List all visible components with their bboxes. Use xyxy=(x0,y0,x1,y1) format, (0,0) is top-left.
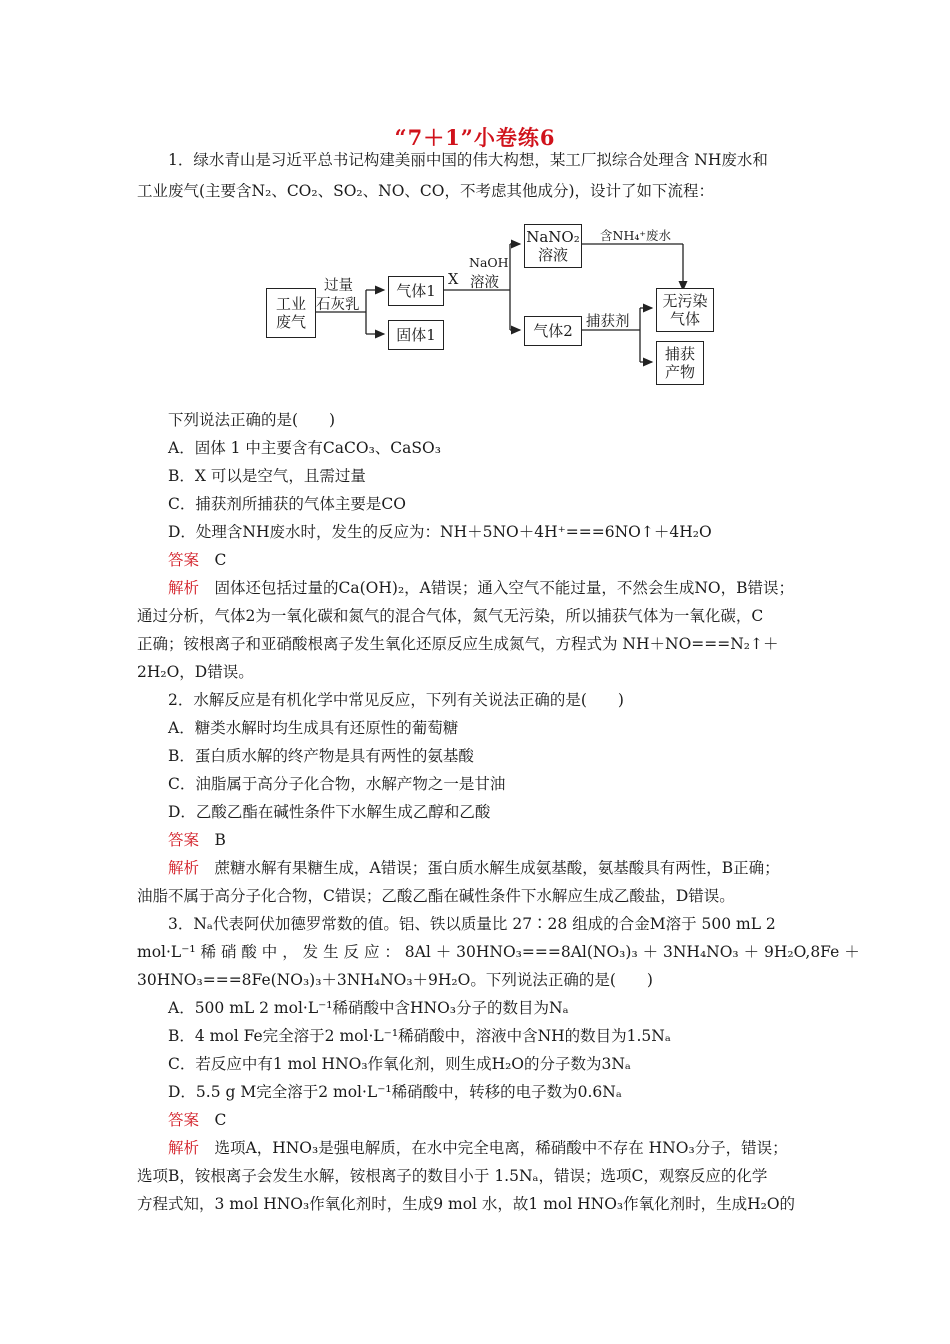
q1-answer xyxy=(168,550,226,570)
q1-stem-line-1: 1．绿水青山是习近平总书记构建美丽中国的伟大构想，某工厂拟综合处理含 NH废水和 xyxy=(168,151,768,169)
analysis-label: 解析 xyxy=(168,859,200,877)
q1-stem-line-2: 工业废气(主要含N₂、CO₂、SO₂、NO、CO，不考虑其他成分)，设计了如下流程： xyxy=(137,182,715,200)
q3-stem-line-3: 30HNO₃===8Fe(NO₃)₃＋3NH₄NO₃＋9H₂O。下列说法正确的是( ) xyxy=(137,971,653,989)
solid1-box: 固体1 xyxy=(388,320,444,350)
nano2-solution-box xyxy=(524,224,582,268)
q1-analysis-line-1 xyxy=(168,578,794,598)
nano2-label: NaNO₂ xyxy=(526,228,580,246)
reagent1-label-line1: 过量 xyxy=(324,278,353,294)
page-title: “7＋1”小卷练6 xyxy=(394,125,556,150)
analysis-text: 选项A，HNO₃是强电解质，在水中完全电离，稀硝酸中不存在 HNO₃分子，错误； xyxy=(214,1139,788,1157)
naoh-label-line2: 溶液 xyxy=(470,275,499,291)
product-label-line1: 捕获 xyxy=(664,345,695,363)
answer-value: B xyxy=(214,831,226,849)
product-label-line2: 产物 xyxy=(664,363,695,381)
q2-answer xyxy=(168,830,226,850)
q3-stem-line-2: mol·L⁻¹ 稀 硝 酸 中 ， 发 生 反 应 ： 8Al ＋ 30HNO₃===8Al(NO₃)₃ ＋ 3NH₄NO₃ ＋ 9H₂O,8Fe ＋ xyxy=(137,943,860,961)
q2-analysis-line-1 xyxy=(168,858,780,878)
q2-analysis-line-2: 油脂不属于高分子化合物，C错误；乙酸乙酯在碱性条件下水解应生成乙酸盐，D错误。 xyxy=(137,887,735,905)
q3-option-b: B．4 mol Fe完全溶于2 mol·L⁻¹稀硝酸中，溶液中含NH的数目为1.5Nₐ xyxy=(168,1027,671,1045)
answer-label: 答案 xyxy=(168,551,200,569)
answer-label: 答案 xyxy=(168,831,200,849)
industrial-gas-label: 工业 废气 xyxy=(275,295,306,331)
q3-option-c: C．若反应中有1 mol HNO₃作氧化剂，则生成H₂O的分子数为3Nₐ xyxy=(168,1055,631,1073)
q1-option-c: C．捕获剂所捕获的气体主要是CO xyxy=(168,495,406,513)
process-flow-diagram xyxy=(258,214,734,400)
q3-analysis-line-3: 方程式知，3 mol HNO₃作氧化剂时，生成9 mol 水，故1 mol HNO₃作氧化剂时，生成H₂O的 xyxy=(137,1195,796,1213)
clean-gas-box xyxy=(656,288,714,332)
gas1-box: 气体1 xyxy=(388,276,444,306)
analysis-label: 解析 xyxy=(168,579,200,597)
wastewater-label: 含NH₄⁺废水 xyxy=(600,228,671,243)
q1-question: 下列说法正确的是( ) xyxy=(168,411,336,429)
analysis-text: 蔗糖水解有果糖生成，A错误；蛋白质水解生成氨基酸，氨基酸具有两性，B正确； xyxy=(214,859,780,877)
captured-product-box xyxy=(656,341,704,385)
answer-label: 答案 xyxy=(168,1111,200,1129)
analysis-label: 解析 xyxy=(168,1139,200,1157)
q2-option-c: C．油脂属于高分子化合物，水解产物之一是甘油 xyxy=(168,775,506,793)
answer-value: C xyxy=(214,551,227,569)
q2-option-b: B．蛋白质水解的终产物是具有两性的氨基酸 xyxy=(168,747,474,765)
q2-stem: 2．水解反应是有机化学中常见反应，下列有关说法正确的是( ) xyxy=(168,691,624,709)
gas2-box: 气体2 xyxy=(524,316,582,346)
q2-option-d: D．乙酸乙酯在碱性条件下水解生成乙醇和乙酸 xyxy=(168,803,491,821)
q2-option-a: A．糖类水解时均生成具有还原性的葡萄糖 xyxy=(168,719,459,737)
industrial-gas-box xyxy=(266,288,316,338)
q1-option-b: B．X 可以是空气，且需过量 xyxy=(168,467,366,485)
q1-option-d: D．处理含NH废水时，发生的反应为：NH＋5NO＋4H⁺===6NO↑＋4H₂O xyxy=(168,523,712,541)
q3-option-d: D．5.5 g M完全溶于2 mol·L⁻¹稀硝酸中，转移的电子数为0.6Nₐ xyxy=(168,1083,622,1101)
q1-analysis-line-4: 2H₂O，D错误。 xyxy=(137,663,254,681)
naoh-label-line1: NaOH xyxy=(469,255,509,270)
q3-analysis-line-2: 选项B，铵根离子会发生水解，铵根离子的数目小于 1.5Nₐ，错误；选项C，观察反应的化学 xyxy=(137,1167,768,1185)
q3-option-a: A．500 mL 2 mol·L⁻¹稀硝酸中含HNO₃分子的数目为Nₐ xyxy=(168,999,569,1017)
q3-analysis-line-1 xyxy=(168,1138,788,1158)
q3-stem-line-1: 3．Nₐ代表阿伏加德罗常数的值。铝、铁以质量比 27∶28 组成的合金M溶于 500 mL 2 xyxy=(168,915,776,933)
q1-option-a: A．固体 1 中主要含有CaCO₃、CaSO₃ xyxy=(168,439,441,457)
nano2-solution-label: 溶液 xyxy=(537,246,568,264)
reagent1-label-line2: 石灰乳 xyxy=(316,297,360,313)
x-label: X xyxy=(448,272,459,288)
answer-value: C xyxy=(214,1111,227,1129)
capturer-label: 捕获剂 xyxy=(586,314,630,330)
q1-analysis-line-3: 正确；铵根离子和亚硝酸根离子发生氧化还原反应生成氮气，方程式为 NH＋NO===N₂↑＋ xyxy=(137,635,779,653)
analysis-text: 固体还包括过量的Ca(OH)₂，A错误；通入空气不能过量，不然会生成NO，B错误； xyxy=(214,579,795,597)
clean-gas-label-line1: 无污染 xyxy=(662,292,708,310)
clean-gas-label-line2: 气体 xyxy=(669,310,700,328)
q3-answer xyxy=(168,1110,226,1130)
q1-analysis-line-2: 通过分析，气体2为一氧化碳和氮气的混合气体，氮气无污染，所以捕获气体为一氧化碳，C xyxy=(137,607,764,625)
